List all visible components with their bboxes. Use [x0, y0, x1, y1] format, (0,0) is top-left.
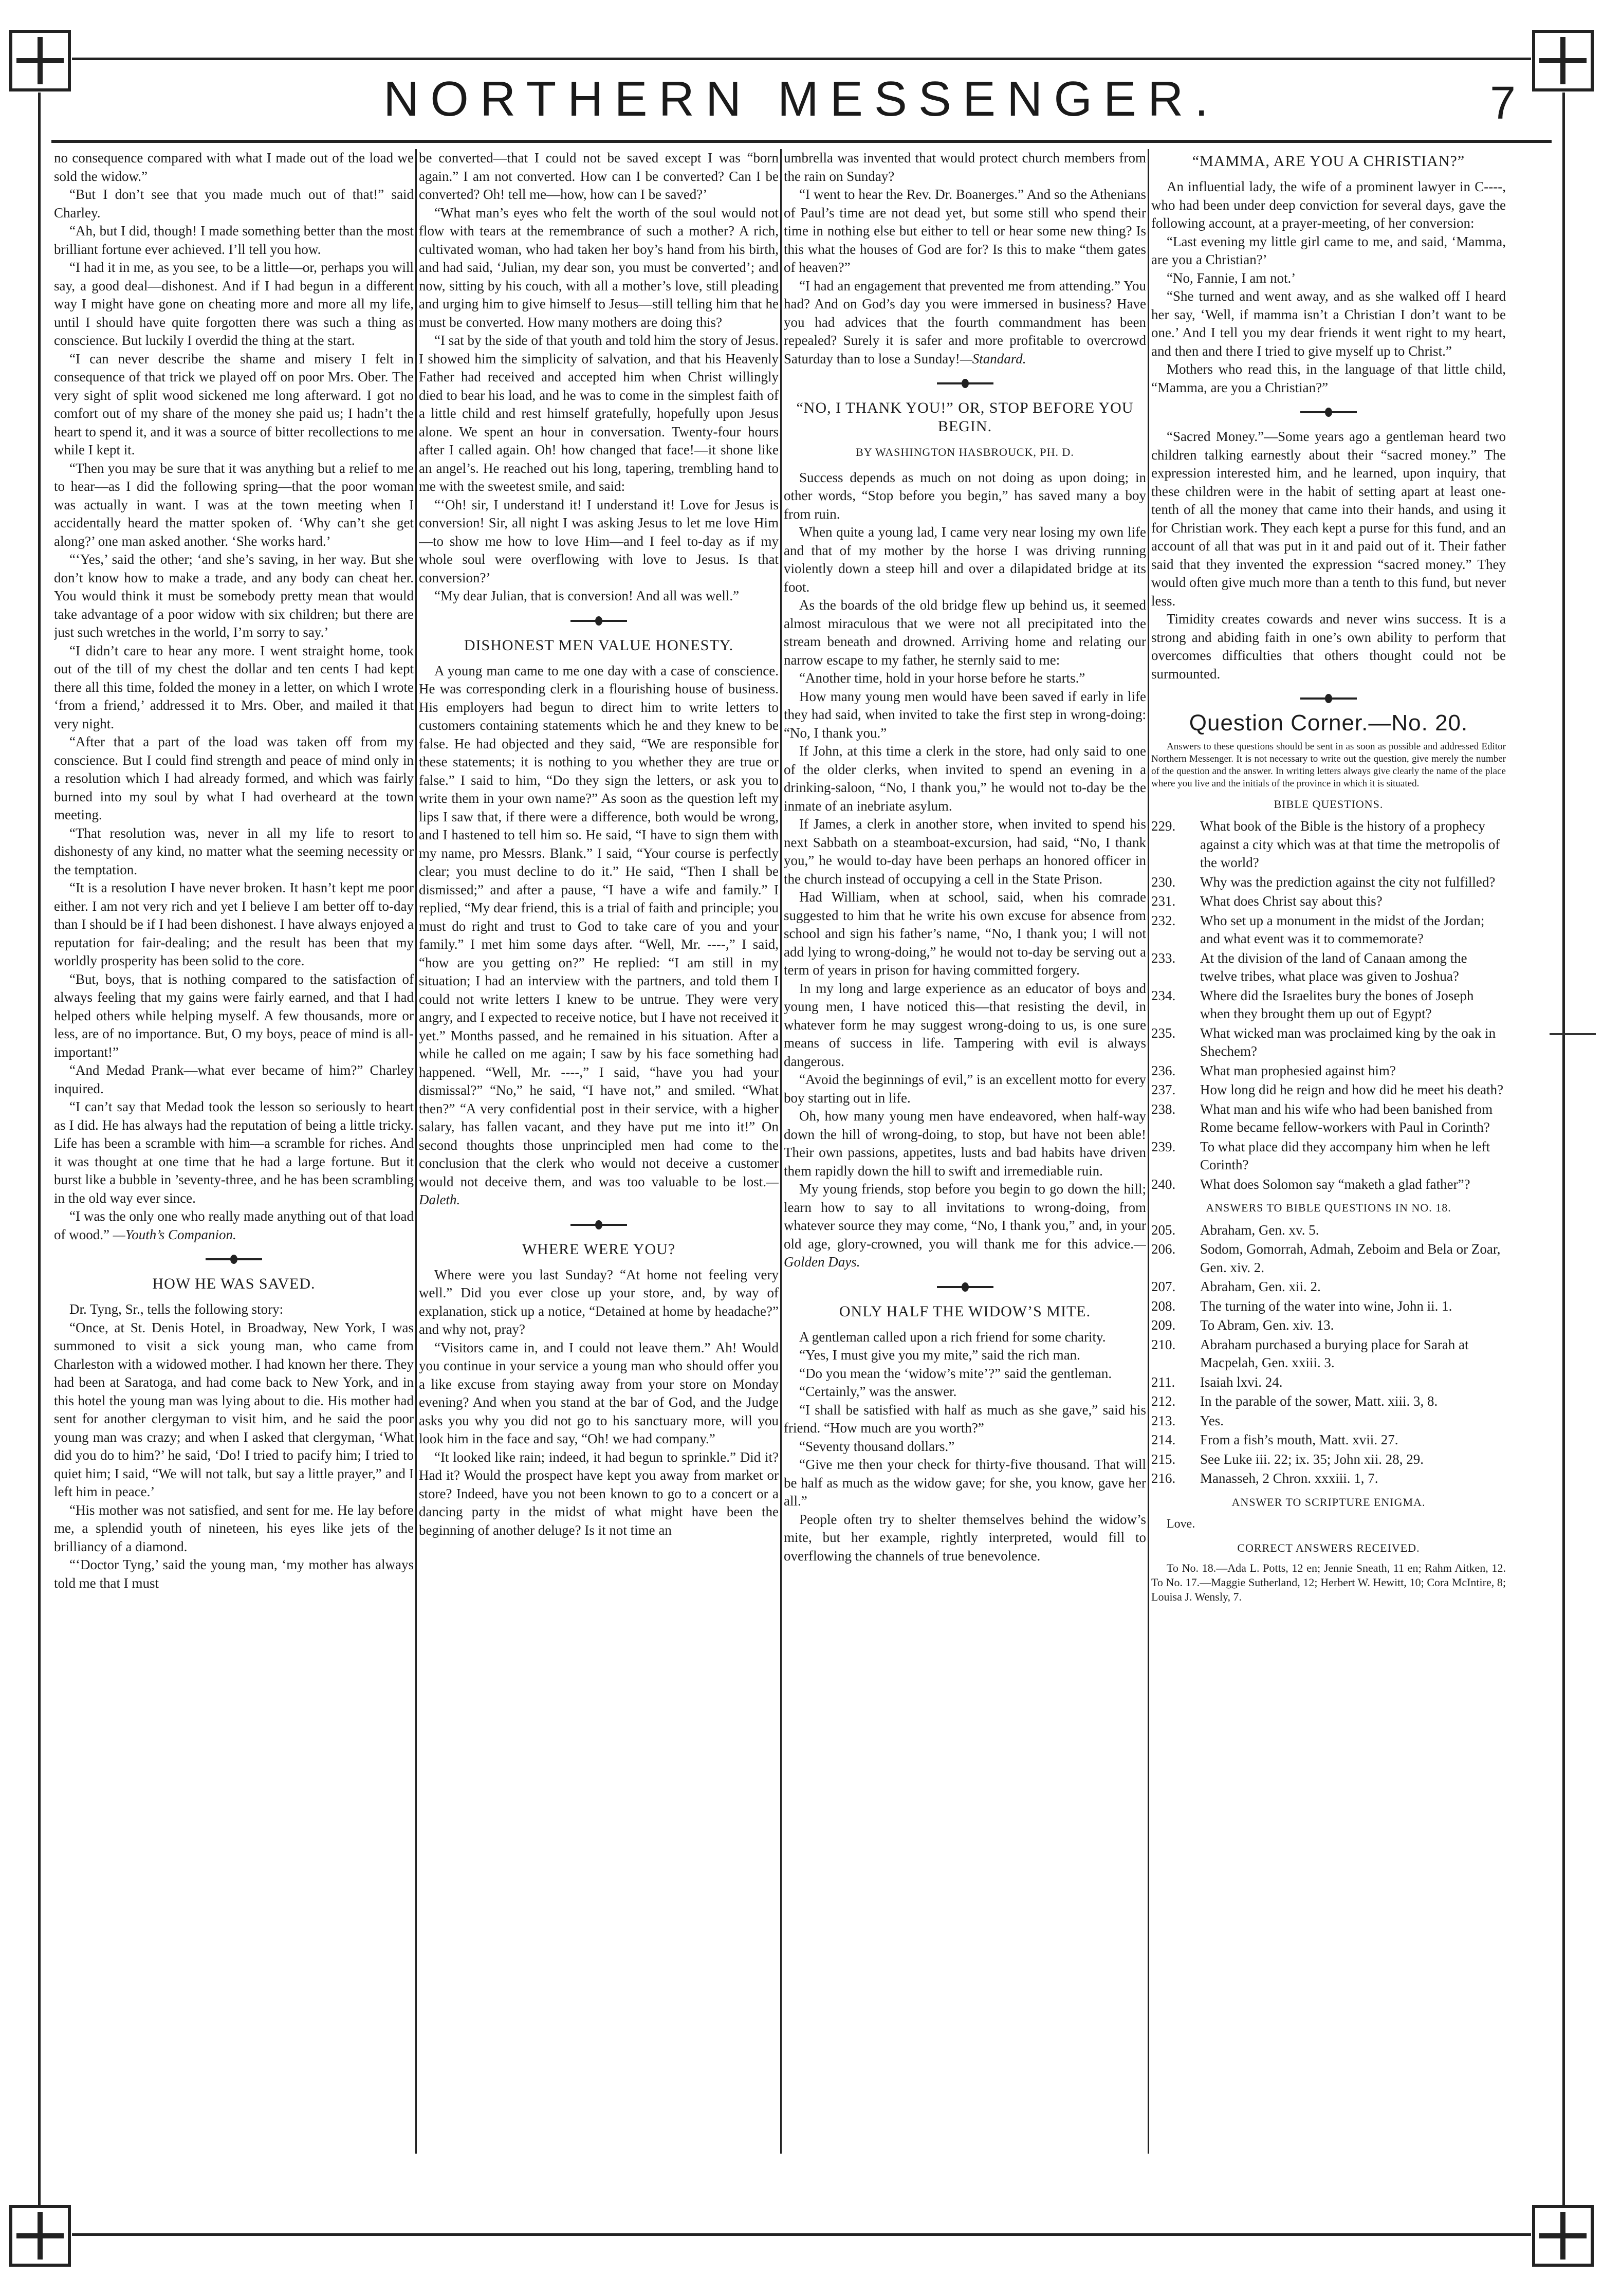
paragraph: “What man’s eyes who felt the worth of the soul would not flow with tears at the remembrance of such a mother? A rich, cultivated woman, who had taken her boy’s hand from his birth, and had said, ‘Julian, my dear son, you must be converted’; and now, sitting by his couch, with all a mother’s love, still pleading and urging him to give himself to Jesus—still telling him that he must be converted. How many mothers are doing this? [419, 205, 779, 330]
paragraph: When quite a young lad, I came very near losing my own life and that of my mother by the horse I was driving running violently down a steep hill and over a dilapidated bridge at its foot. [784, 524, 1146, 595]
list-item [1151, 1100, 1506, 1137]
list-item [1151, 1138, 1506, 1174]
article-heading: WHERE WERE YOU? [522, 1240, 676, 1258]
paragraph: A gentleman called upon a rich friend for some charity. [799, 1329, 1106, 1345]
article-separator [206, 1258, 262, 1260]
article-separator [937, 1286, 993, 1288]
answer-number: 215. [1151, 1451, 1176, 1467]
column-divider-3 [1148, 149, 1149, 2154]
answer-text: Isaiah lxvi. 24. [1200, 1374, 1283, 1390]
question-text: At the division of the land of Canaan among the twelve tribes, what place was given to Joshua? [1200, 950, 1467, 984]
question-number: 233. [1151, 950, 1176, 966]
correct-answers-heading: CORRECT ANSWERS RECEIVED. [1237, 1541, 1420, 1554]
answer-number: 207. [1151, 1279, 1176, 1294]
question-corner-note: Answers to these questions should be sent in as soon as possible and addressed Editor Northern Messenger. It is not necessary to write out the question, give merely the number of the question and the answer. In writing letters always give clearly the name of the place where you live and the initials of the province in which it is situated. [1151, 741, 1506, 789]
paragraph: “It is a resolution I have never broken. It hasn’t kept me poor either. I am not very rich and yet I believe I am better off to-day than I should be if I had been dishonest. I have always enjoyed a reputation for fair-dealing; and the result has been that my worldly prosperity has been solid to the core. [54, 880, 414, 968]
list-item [1151, 1278, 1506, 1296]
list-item [1151, 873, 1506, 892]
question-text: Why was the prediction against the city not fulfilled? [1200, 874, 1496, 890]
page-number: 7 [1489, 78, 1516, 129]
answer-text: See Luke iii. 22; ix. 35; John xii. 28, 29. [1200, 1451, 1424, 1467]
list-item [1151, 1392, 1506, 1411]
answer-text: Yes. [1200, 1412, 1224, 1428]
paragraph-text: My young friends, stop before you begin to go down the hill; learn how to say to all invitations to wrong-doing, from whatever source they may come, “No, I thank you,” and, in your old age, glory-crowned, you will thank me for this advice. [784, 1181, 1146, 1252]
article-heading: ONLY HALF THE WIDOW’S MITE. [839, 1302, 1091, 1320]
article-credit: —Youth’s Companion. [113, 1226, 236, 1242]
answer-text: Abraham, Gen. xv. 5. [1200, 1222, 1319, 1238]
paragraph: People often try to shelter themselves behind the widow’s mite, but her example, rightly interpreted, would fill to overflowing the channels of true benevolence. [784, 1511, 1146, 1564]
answer-number: 211. [1151, 1374, 1175, 1390]
bible-questions-list [1151, 817, 1506, 1193]
paragraph-text: “I had an engagement that prevented me from attending.” You had? And on God’s day you were immersed in business? Have you had advices that the fourth commandment has been repealed? Surely it is safer and more profitable to overcrowd Saturday than to lose a Sunday! [784, 278, 1146, 366]
paragraph: “Another time, hold in your horse before he starts.” [799, 670, 1085, 686]
answers-list [1151, 1221, 1506, 1488]
list-item [1151, 1297, 1506, 1316]
list-item [1151, 1221, 1506, 1240]
list-item [1151, 912, 1506, 948]
paragraph: “Then you may be sure that it was anything but a relief to me to hear—as I did the following spring—that the poor woman was actually in want. I was at the town meeting when I accidentally heard the matter spoken of. ‘Why can’t she get along?’ one man asked another. ‘She works hard.’ [54, 460, 414, 549]
list-item [1151, 817, 1506, 872]
paragraph: “No, Fannie, I am not.’ [1167, 270, 1296, 286]
paragraph: “But, boys, that is nothing compared to the satisfaction of always feeling that my gains were fairly earned, and that I had helped others while helping myself. A few thousands, more or less, are of no importance. But, O my boys, peace of mind is all-important!” [54, 971, 414, 1060]
column-divider-1 [415, 149, 417, 2154]
list-item [1151, 1062, 1506, 1080]
article-separator [937, 382, 993, 384]
question-text: What does Christ say about this? [1200, 893, 1383, 909]
question-number: 235. [1151, 1025, 1176, 1041]
paragraph: “Avoid the beginnings of evil,” is an excellent motto for every boy starting out in life. [784, 1072, 1146, 1106]
left-border-rule [38, 93, 41, 2205]
list-item [1151, 1336, 1506, 1372]
paragraph: “It looked like rain; indeed, it had begun to sprinkle.” Did it? Had it? Would the prospect have kept you away from market or store? Indeed, have you not been known to go to a concert or a dancing party in the midst of what might have been the beginning of another deluge? Is it not time an [419, 1449, 779, 1538]
answer-number: 216. [1151, 1471, 1176, 1486]
article-byline: BY WASHINGTON HASBROUCK, PH. D. [856, 446, 1074, 458]
list-item [1151, 1470, 1506, 1488]
paragraph: “His mother was not satisfied, and sent for me. He lay before me, a splendid youth of nineteen, his eyes like jets of the brilliancy of a diamond. [54, 1502, 414, 1554]
list-item [1151, 1081, 1506, 1099]
paragraph: “I had it in me, as you see, to be a little—or, perhaps you will say, a good deal—dishonest. And if I had begun in a different way I might have gone on cheating more and more all my life, until I should have quite forgotten there was such a thing as conscience. But luckily I overdid the thing at the start. [54, 260, 414, 348]
question-number: 239. [1151, 1138, 1176, 1154]
question-text: To what place did they accompany him when he left Corinth? [1200, 1138, 1490, 1172]
question-number: 231. [1151, 893, 1176, 909]
paragraph [784, 1180, 1146, 1272]
paragraph: “I can’t say that Medad took the lesson so seriously to heart as I did. He has always had the reputation of being a little tricky. Life has been a scramble with him—a scramble for riches. And it was thought at one time that he had a large fortune. But it burst like a bubble in ’seventy-three, and he has been scrambling in the old way ever since. [54, 1099, 414, 1206]
answer-number: 210. [1151, 1336, 1176, 1352]
list-item [1151, 1240, 1506, 1277]
enigma-heading: ANSWER TO SCRIPTURE ENIGMA. [1231, 1495, 1426, 1509]
paragraph: “I went to hear the Rev. Dr. Boanerges.” And so the Athenians of Paul’s time are not dead yet, but some still who spend their time in nothing else but either to tell or hear some new thing? Is this what the houses of God are for? Is this to make “them gates of heaven?” [784, 187, 1146, 275]
question-number: 229. [1151, 818, 1176, 834]
question-number: 237. [1151, 1082, 1176, 1097]
paragraph: How many young men would have been saved if early in life they had said, when invited to take the first step in wrong-doing: “No, I thank you.” [784, 688, 1146, 741]
paragraph: If John, at this time a clerk in the store, had only said to one of the older clerks, when invited to spend an evening in a drinking-saloon, “No, I thank you,” he would not to-day be the inmate of an inebriate asylum. [784, 743, 1146, 814]
article-heading: “NO, I THANK YOU!” OR, STOP BEFORE YOU BEGIN. [796, 399, 1134, 435]
bible-questions-heading: BIBLE QUESTIONS. [1274, 797, 1384, 811]
answer-text: To Abram, Gen. xiv. 13. [1200, 1317, 1334, 1333]
paragraph: “Give me then your check for thirty-five thousand. That will be half as much as the widow gave; for she, you know, gave her all.” [784, 1457, 1146, 1509]
column-3 [784, 149, 1146, 2154]
paragraph: “I shall be satisfied with half as much as she gave,” said his friend. “How much are you worth?” [784, 1402, 1146, 1436]
list-item [1151, 892, 1506, 911]
question-text: Who set up a monument in the midst of the Jordan; and what event was it to commemorate? [1200, 912, 1485, 946]
corner-ornament-bottom-right [1532, 2205, 1594, 2267]
column-4 [1151, 149, 1506, 2154]
paragraph [419, 662, 779, 1209]
article-credit: —Daleth. [419, 1173, 779, 1207]
answer-text: Abraham purchased a burying place for Sarah at Macpelah, Gen. xxiii. 3. [1200, 1336, 1469, 1370]
paragraph: “But I don’t see that you made much out of that!” said Charley. [54, 187, 414, 221]
column-1 [54, 149, 414, 2154]
paragraph: “That resolution was, never in all my life to resort to dishonesty of any kind, no matter what the seeming necessity or the temptation. [54, 825, 414, 877]
list-item [1151, 1373, 1506, 1392]
answer-number: 208. [1151, 1298, 1176, 1314]
list-item [1151, 1316, 1506, 1335]
paragraph: “‘Yes,’ said the other; ‘and she’s saving, in her way. But she don’t know how to make a trade, and any body can cheat her. You would think it must be somebody pretty mean that would take advantage of a poor widow with six children; but there are just such wretches in the world, I’m sorry to say.’ [54, 552, 414, 640]
question-text: What book of the Bible is the history of a prophecy against a city which was at that time the metropolis of the world? [1200, 818, 1500, 870]
question-text: Where did the Israelites bury the bones of Joseph when they brought them up out of Egypt? [1200, 987, 1474, 1021]
list-item [1151, 1412, 1506, 1430]
correct-answers-text: To No. 18.—Ada L. Potts, 12 en; Jennie Sneath, 11 en; Rahm Aitken, 12. To No. 17.—Maggie Sutherland, 12; Herbert W. Hewitt, 10; Cora McIntire, 8; Louisa J. Wensly, 7. [1151, 1562, 1506, 1603]
paragraph: “Last evening my little girl came to me, and said, ‘Mamma, are you a Christian?’ [1151, 233, 1506, 267]
paragraph: no consequence compared with what I made out of the load we sold the widow.” [54, 150, 414, 184]
list-item [1151, 1024, 1506, 1061]
column-divider-2 [780, 149, 782, 2154]
paragraph: If James, a clerk in another store, when invited to spend his next Sabbath on a steamboat-excursion, had said, “No, I thank you,” he would to-day have been perhaps an honored officer in the church instead of occupying a cell in the State Prison. [784, 816, 1146, 887]
answer-text: Sodom, Gomorrah, Admah, Zeboim and Bela or Zoar, Gen. xiv. 2. [1200, 1241, 1501, 1275]
answer-text: Manasseh, 2 Chron. xxxiii. 1, 7. [1200, 1471, 1378, 1486]
question-number: 236. [1151, 1062, 1176, 1078]
paragraph: Oh, how many young men have endeavored, when half-way down the hill of wrong-doing, to stop, but have not been able! Their own passions, appetites, lusts and bad habits have driven them rapidly down the hill to swift and irremediable ruin. [784, 1108, 1146, 1179]
paragraph: “Visitors came in, and I could not leave them.” Ah! Would you continue in your service a young man who should offer you a like excuse from staying away from your store on Monday evening? And when you stand at the bar of God, and the Judge asks you why you did not go to his sanctuary more, will you look him in the face and say, “Oh! we had company.” [419, 1339, 779, 1446]
question-number: 234. [1151, 987, 1176, 1003]
article-separator [1300, 697, 1357, 700]
paragraph: In my long and large experience as an educator of boys and young men, I have noticed this—that resisting the devil, in whatever form he may suggest wrong-doing to us, is one sure means of success in life. Tampering with evil is always dangerous. [784, 980, 1146, 1069]
corner-ornament-bottom-left [9, 2205, 71, 2267]
answer-number: 213. [1151, 1412, 1176, 1428]
margin-mark [1550, 1033, 1596, 1035]
article-separator [570, 1224, 627, 1226]
paragraph: Mothers who read this, in the language of that little child, “Mamma, are you a Christian?” [1151, 361, 1506, 395]
masthead-bottom-rule [51, 140, 1552, 143]
answer-text: In the parable of the sower, Matt. xiii. 3, 8. [1200, 1393, 1438, 1409]
answer-number: 214. [1151, 1432, 1176, 1447]
paragraph: As the boards of the old bridge flew up behind us, it seemed almost miraculous that we were not all precipitated into the stream beneath and drowned. Arriving home and relating our narrow escape to my father, he sternly said to me: [784, 597, 1146, 668]
paragraph: “Ah, but I did, though! I made something better than the most brilliant fortune ever achieved. I’ll tell you how. [54, 223, 414, 257]
answer-number: 205. [1151, 1222, 1176, 1238]
list-item [1151, 1450, 1506, 1469]
answer-number: 212. [1151, 1393, 1176, 1409]
masthead-title: NORTHERN MESSENGER. [383, 71, 1220, 126]
list-item [1151, 1431, 1506, 1449]
article-heading: HOW HE WAS SAVED. [152, 1275, 316, 1292]
paragraph: Had William, when at school, said, when his comrade suggested to him that he write his own excuse for absence from school and sign his father’s name, “No, I thank you; I will not add lying to wrong-doing,” he would not to-day be serving out a term of years in prison for having committed forgery. [784, 889, 1146, 978]
paragraph: “And Medad Prank—what ever became of him?” Charley inquired. [54, 1062, 414, 1096]
paragraph: “After that a part of the load was taken off from my conscience. But I could find strength and peace of mind only in a resolution which I had already formed, and which was fairly burned into my soul by what I had overheard at the town meeting. [54, 734, 414, 822]
article-credit: —Golden Days. [784, 1236, 1146, 1270]
question-text: What man prophesied against him? [1200, 1062, 1396, 1078]
paragraph: “I can never describe the shame and misery I felt in consequence of that trick we played off on poor Mrs. Ober. The very sight of split wood sickened me long afterward. I got no comfort out of my share of the money she paid us; I hadn’t the heart to spend it, and it was a source of bitter recollections to me while I kept it. [54, 351, 414, 457]
paragraph: “Certainly,” was the answer. [799, 1384, 957, 1399]
column-2 [419, 149, 779, 2154]
masthead-top-rule [72, 58, 1531, 60]
answers-heading: ANSWERS TO BIBLE QUESTIONS IN NO. 18. [1206, 1201, 1451, 1214]
question-text: How long did he reign and how did he meet his death? [1200, 1082, 1504, 1097]
paragraph: “‘Doctor Tyng,’ said the young man, ‘my mother has always told me that I must [54, 1557, 414, 1591]
enigma-answer: Love. [1167, 1517, 1195, 1531]
paragraph: “I didn’t care to hear any more. I went straight home, took out of the till of my chest the dollar and ten cents I had kept there all this time, folded the money in a letter, on which I wrote ‘from a friend,’ addressed it to Mrs. Ober, and mailed it that very night. [54, 642, 414, 731]
list-item [1151, 987, 1506, 1023]
list-item [1151, 1175, 1506, 1194]
paragraph-text: A young man came to me one day with a case of conscience. He was corresponding clerk in a flourishing house of business. His employers had begun to direct him to write letters to customers containing statements which he and they knew to be false. He had objected and they said, “We are responsible for these statements; it is nothing to you whether they are true or false.” I said to him, “Do they sign the letters, or ask you to write them in your own name?” As soon as the question left my lips I saw that, if there were a difference, both would be wrong, and I hastened to tell him so. He said, “I have to sign them with my name, pro Messrs. Blank.” I said, “Your course is perfectly clear; you must decline to do it.” He said, “Then I shall be dismissed;” and after a pause, “I have a wife and family.” I replied, “My dear friend, this is a trial of faith and principle; you must do right and trust to God to take care of you and your family.” I met him some days after. “Well, Mr. ----,” I said, “how are you getting on?” He replied: “I am still in my situation; I had an interview with the partners, and told them I could not write letters I knew to be untrue. They were very angry, and I expected to receive notice, but I have not received it yet.” Months passed, and he remained in his situation. After a while he called on me again; I saw by his face something had happened. “Well, Mr. ----,” I said, “have you had your dismissal?” “No,” he said, “I have not,” and smiled. “What then?” “A very confidential post in their service, with a higher salary, has fallen vacant, and they have put me into it!” On second thoughts those unprincipled men had come to the conclusion that the clerk who would not deceive a customer would not deceive them, and was too valuable to be lost. [419, 663, 779, 1189]
paragraph: An influential lady, the wife of a prominent lawyer in C----, who had been under deep conviction for several days, gave the following account, at a prayer-meeting, of her conversion: [1151, 179, 1506, 231]
article-heading: DISHONEST MEN VALUE HONESTY. [464, 636, 734, 654]
paragraph: “Yes, I must give you my mite,” said the rich man. [799, 1347, 1080, 1363]
question-number: 230. [1151, 874, 1176, 890]
paragraph: Dr. Tyng, Sr., tells the following story: [69, 1301, 284, 1317]
paragraph: “Seventy thousand dollars.” [799, 1438, 955, 1454]
answer-number: 206. [1151, 1241, 1176, 1257]
paragraph: “Do you mean the ‘widow’s mite’?” said the gentleman. [799, 1365, 1112, 1381]
article-separator [570, 620, 627, 622]
question-corner-heading: Question Corner.—No. 20. [1189, 710, 1468, 736]
article-separator [1300, 411, 1357, 413]
article-credit: —Standard. [960, 351, 1026, 366]
paragraph: “She turned and went away, and as she walked off I heard her say, ‘Well, if mamma isn’t a Christian I don’t want to be one.’ And I tell you my dear friends it went right to my heart, and then and there I tried to give myself up to Christ.” [1151, 288, 1506, 359]
answer-text: From a fish’s mouth, Matt. xvii. 27. [1200, 1432, 1398, 1447]
paragraph: “My dear Julian, that is conversion! And all was well.” [434, 588, 740, 603]
paragraph: Where were you last Sunday? “At home not feeling very well.” Did you ever close up your store, and, by way of explanation, stick up a notice, “Detained at home by headache?” and why not, pray? [419, 1266, 779, 1337]
corner-ornament-top-left [9, 30, 71, 91]
masthead [77, 61, 1526, 138]
list-item [1151, 949, 1506, 986]
paragraph: umbrella was invented that would protect church members from the rain on Sunday? [784, 150, 1146, 184]
question-number: 238. [1151, 1101, 1176, 1117]
paragraph: “‘Oh! sir, I understand it! I understand it! Love for Jesus is conversion! Sir, all night I was asking Jesus to let me love Him—to show me how to love Him—and I feel to-day as if my whole soul were overflowing with love to Jesus. Is that conversion?’ [419, 497, 779, 585]
answer-text: Abraham, Gen. xii. 2. [1200, 1279, 1321, 1294]
paragraph-text: “I was the only one who really made anything out of that load of wood.” [54, 1208, 414, 1242]
right-border-rule [1562, 93, 1565, 2205]
paragraph: Timidity creates cowards and never wins success. It is a strong and abiding faith in one’s own ability to perform that overcomes difficulties that others thought could not be surmounted. [1151, 611, 1506, 682]
paragraph: “Sacred Money.”—Some years ago a gentleman heard two children talking earnestly about their “sacred money.” The expression interested him, and he learned, upon inquiry, that these children were in the habit of setting apart at least one-tenth of all the money that came into their hands, and using it for Christian work. They each kept a purse for this fund, and an account of all that was put in it and paid out of it. Their father said that they invented the expression “sacred money.” They would often give much more than a tenth to this fund, but never less. [1151, 429, 1506, 609]
question-text: What man and his wife who had been banished from Rome became fellow-workers with Paul in Corinth? [1200, 1101, 1493, 1135]
question-text: What does Solomon say “maketh a glad father”? [1200, 1176, 1470, 1192]
paragraph [784, 277, 1146, 369]
paragraph: Success depends as much on not doing as upon doing; in other words, “Stop before you begin,” has saved many a boy from ruin. [784, 469, 1146, 522]
corner-ornament-top-right [1532, 30, 1594, 91]
article-heading: “MAMMA, ARE YOU A CHRISTIAN?” [1192, 153, 1465, 170]
paragraph: “Once, at St. Denis Hotel, in Broadway, New York, I was summoned to visit a sick young man, who came from Charleston with a widowed mother. I had known her there. They had been at Saratoga, and had come back to New York, and in this hotel the young man was lying about to die. His mother had sent for another clergyman to visit him, and he said the poor young man was crazy; and when I asked that clergyman, ‘What did you do to him?’ he said, ‘Do! I tried to pacify him; I tried to quiet him; I said, “We will not talk, but say a little prayer,” and I left him in peace.’ [54, 1319, 414, 1499]
paragraph: “I sat by the side of that youth and told him the story of Jesus. I showed him the simplicity of salvation, and that his Heavenly Father had received and accepted him when Christ willingly died to bear his load, and he was to come in the simplest faith of a little child and rest himself gratefully, hopefully upon Jesus alone. We spent an hour in conversation. Twenty-four hours after I called again. Oh! how changed that face!—it shone like an angel’s. He reached out his long, tapering, trembling hand to me with the sweetest smile, and said: [419, 333, 779, 494]
question-number: 240. [1151, 1176, 1176, 1192]
paragraph [54, 1207, 414, 1244]
paragraph: be converted—that I could not be saved except I was “born again.” I am not converted. How can I be converted? Can I be converted? Oh! tell me—how, how can I be saved?’ [419, 150, 779, 202]
answer-number: 209. [1151, 1317, 1176, 1333]
question-number: 232. [1151, 912, 1176, 928]
question-text: What wicked man was proclaimed king by the oak in Shechem? [1200, 1025, 1496, 1059]
answer-text: The turning of the water into wine, John ii. 1. [1200, 1298, 1452, 1314]
page-bottom-rule [72, 2233, 1531, 2236]
